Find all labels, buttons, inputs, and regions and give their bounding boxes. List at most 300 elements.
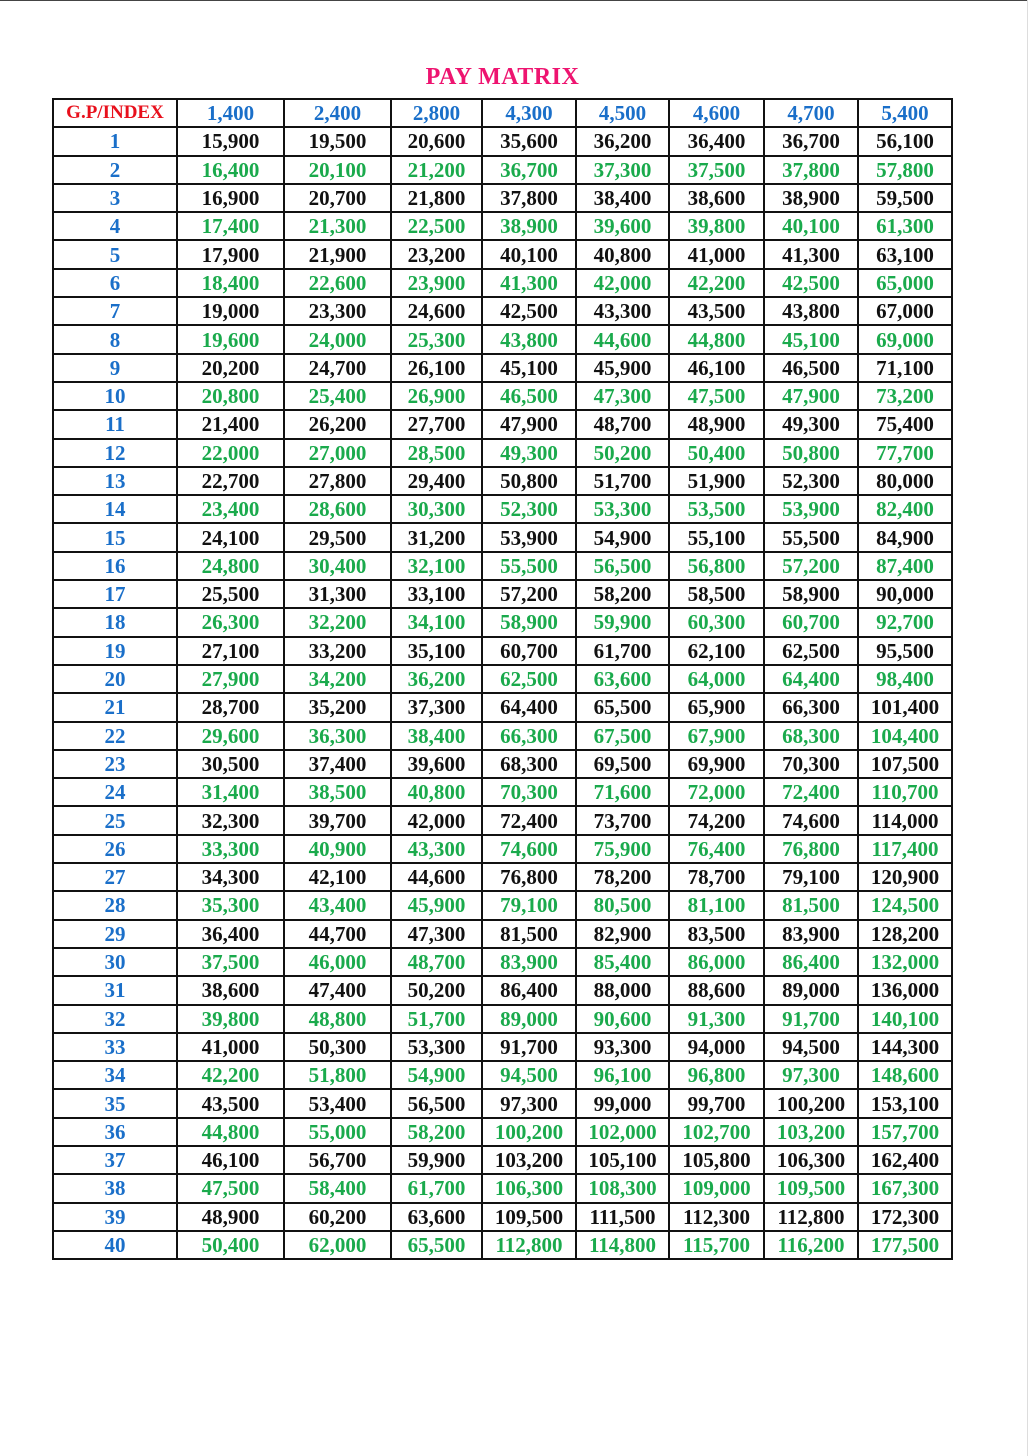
pay-cell: 43,300 [391, 835, 482, 863]
pay-cell: 39,600 [576, 212, 669, 240]
pay-cell: 37,800 [764, 156, 858, 184]
pay-cell: 20,200 [177, 354, 284, 382]
pay-cell: 75,900 [576, 835, 669, 863]
pay-cell: 54,900 [576, 523, 669, 551]
table-row [53, 637, 952, 665]
pay-cell: 58,200 [391, 1118, 482, 1146]
pay-cell: 70,300 [764, 750, 858, 778]
index-cell: 5 [53, 240, 177, 268]
pay-cell: 52,300 [764, 467, 858, 495]
table-row [53, 240, 952, 268]
pay-cell: 23,400 [177, 495, 284, 523]
index-cell: 36 [53, 1118, 177, 1146]
pay-cell: 95,500 [858, 637, 952, 665]
pay-cell: 42,200 [177, 1061, 284, 1089]
pay-cell: 53,500 [669, 495, 764, 523]
pay-cell: 45,100 [482, 354, 576, 382]
index-cell: 27 [53, 863, 177, 891]
pay-cell: 75,400 [858, 410, 952, 438]
pay-cell: 23,200 [391, 240, 482, 268]
pay-cell: 116,200 [764, 1231, 858, 1259]
pay-cell: 65,900 [669, 693, 764, 721]
pay-cell: 40,100 [764, 212, 858, 240]
index-cell: 3 [53, 184, 177, 212]
pay-cell: 89,000 [482, 1005, 576, 1033]
pay-cell: 39,800 [177, 1005, 284, 1033]
pay-cell: 91,700 [764, 1005, 858, 1033]
pay-cell: 124,500 [858, 891, 952, 919]
pay-cell: 25,300 [391, 325, 482, 353]
table-row [53, 1089, 952, 1117]
pay-cell: 38,400 [391, 722, 482, 750]
pay-cell: 106,300 [764, 1146, 858, 1174]
index-cell: 6 [53, 269, 177, 297]
pay-cell: 61,700 [391, 1174, 482, 1202]
pay-cell: 63,600 [576, 665, 669, 693]
table-row [53, 1033, 952, 1061]
pay-cell: 50,300 [284, 1033, 391, 1061]
pay-cell: 36,200 [391, 665, 482, 693]
pay-cell: 107,500 [858, 750, 952, 778]
pay-cell: 58,400 [284, 1174, 391, 1202]
pay-cell: 30,500 [177, 750, 284, 778]
pay-cell: 73,700 [576, 806, 669, 834]
pay-cell: 47,300 [391, 920, 482, 948]
pay-cell: 98,400 [858, 665, 952, 693]
pay-cell: 102,000 [576, 1118, 669, 1146]
pay-cell: 31,300 [284, 580, 391, 608]
pay-cell: 96,100 [576, 1061, 669, 1089]
pay-cell: 44,800 [177, 1118, 284, 1146]
pay-cell: 48,700 [391, 948, 482, 976]
pay-cell: 35,200 [284, 693, 391, 721]
pay-cell: 37,800 [482, 184, 576, 212]
pay-cell: 82,400 [858, 495, 952, 523]
pay-cell: 69,500 [576, 750, 669, 778]
pay-cell: 45,900 [391, 891, 482, 919]
pay-cell: 109,000 [669, 1174, 764, 1202]
pay-cell: 33,300 [177, 835, 284, 863]
pay-cell: 27,800 [284, 467, 391, 495]
pay-cell: 62,000 [284, 1231, 391, 1259]
pay-cell: 47,900 [764, 382, 858, 410]
pay-cell: 88,000 [576, 976, 669, 1004]
index-cell: 28 [53, 891, 177, 919]
pay-cell: 26,900 [391, 382, 482, 410]
table-row [53, 523, 952, 551]
table-row [53, 750, 952, 778]
pay-cell: 47,500 [669, 382, 764, 410]
index-cell: 16 [53, 552, 177, 580]
pay-cell: 36,400 [669, 127, 764, 155]
pay-cell: 29,400 [391, 467, 482, 495]
pay-cell: 41,000 [669, 240, 764, 268]
pay-cell: 30,300 [391, 495, 482, 523]
table-row [53, 608, 952, 636]
table-row [53, 354, 952, 382]
pay-cell: 51,900 [669, 467, 764, 495]
pay-cell: 50,400 [177, 1231, 284, 1259]
pay-cell: 43,800 [764, 297, 858, 325]
pay-cell: 114,000 [858, 806, 952, 834]
pay-cell: 17,900 [177, 240, 284, 268]
pay-cell: 35,300 [177, 891, 284, 919]
grade-pay-header: 4,500 [576, 99, 669, 127]
grade-pay-header: 4,300 [482, 99, 576, 127]
index-cell: 22 [53, 722, 177, 750]
pay-cell: 21,200 [391, 156, 482, 184]
pay-cell: 100,200 [482, 1118, 576, 1146]
pay-cell: 47,400 [284, 976, 391, 1004]
index-cell: 12 [53, 439, 177, 467]
table-header-row [53, 99, 952, 127]
pay-cell: 57,200 [482, 580, 576, 608]
pay-cell: 86,400 [482, 976, 576, 1004]
grade-pay-header: 5,400 [858, 99, 952, 127]
pay-cell: 105,800 [669, 1146, 764, 1174]
pay-cell: 77,700 [858, 439, 952, 467]
pay-cell: 52,300 [482, 495, 576, 523]
pay-cell: 47,500 [177, 1174, 284, 1202]
table-row [53, 1005, 952, 1033]
index-cell: 13 [53, 467, 177, 495]
index-cell: 34 [53, 1061, 177, 1089]
table-row [53, 1146, 952, 1174]
index-cell: 25 [53, 806, 177, 834]
grade-pay-header: 4,700 [764, 99, 858, 127]
table-row [53, 976, 952, 1004]
pay-cell: 43,400 [284, 891, 391, 919]
pay-cell: 53,900 [764, 495, 858, 523]
pay-cell: 49,300 [764, 410, 858, 438]
pay-cell: 61,300 [858, 212, 952, 240]
pay-cell: 34,100 [391, 608, 482, 636]
pay-cell: 36,700 [482, 156, 576, 184]
pay-cell: 103,200 [764, 1118, 858, 1146]
pay-cell: 24,700 [284, 354, 391, 382]
pay-cell: 15,900 [177, 127, 284, 155]
index-cell: 19 [53, 637, 177, 665]
pay-cell: 46,500 [764, 354, 858, 382]
pay-cell: 23,900 [391, 269, 482, 297]
gp-index-header: G.P/INDEX [53, 99, 177, 127]
pay-cell: 38,600 [669, 184, 764, 212]
pay-cell: 50,400 [669, 439, 764, 467]
pay-cell: 38,500 [284, 778, 391, 806]
pay-cell: 65,500 [391, 1231, 482, 1259]
pay-cell: 28,700 [177, 693, 284, 721]
pay-cell: 38,600 [177, 976, 284, 1004]
pay-cell: 103,200 [482, 1146, 576, 1174]
pay-cell: 28,500 [391, 439, 482, 467]
pay-cell: 111,500 [576, 1203, 669, 1231]
grade-pay-header: 2,800 [391, 99, 482, 127]
pay-cell: 40,800 [391, 778, 482, 806]
pay-cell: 73,200 [858, 382, 952, 410]
table-row [53, 184, 952, 212]
pay-cell: 54,900 [391, 1061, 482, 1089]
pay-cell: 94,500 [482, 1061, 576, 1089]
index-cell: 15 [53, 523, 177, 551]
pay-cell: 41,300 [482, 269, 576, 297]
pay-cell: 19,000 [177, 297, 284, 325]
pay-cell: 115,700 [669, 1231, 764, 1259]
pay-cell: 97,300 [764, 1061, 858, 1089]
pay-cell: 71,100 [858, 354, 952, 382]
pay-cell: 81,100 [669, 891, 764, 919]
pay-cell: 50,800 [482, 467, 576, 495]
pay-cell: 50,800 [764, 439, 858, 467]
pay-cell: 31,400 [177, 778, 284, 806]
table-row [53, 580, 952, 608]
pay-cell: 20,700 [284, 184, 391, 212]
pay-cell: 42,500 [482, 297, 576, 325]
pay-cell: 81,500 [482, 920, 576, 948]
pay-cell: 16,900 [177, 184, 284, 212]
pay-cell: 80,500 [576, 891, 669, 919]
table-row [53, 127, 952, 155]
pay-cell: 50,200 [391, 976, 482, 1004]
pay-cell: 55,000 [284, 1118, 391, 1146]
pay-cell: 94,500 [764, 1033, 858, 1061]
pay-cell: 18,400 [177, 269, 284, 297]
pay-cell: 58,900 [764, 580, 858, 608]
pay-cell: 58,900 [482, 608, 576, 636]
pay-cell: 53,900 [482, 523, 576, 551]
pay-cell: 78,200 [576, 863, 669, 891]
pay-cell: 76,800 [764, 835, 858, 863]
pay-cell: 21,400 [177, 410, 284, 438]
pay-cell: 97,300 [482, 1089, 576, 1117]
index-cell: 37 [53, 1146, 177, 1174]
table-row [53, 891, 952, 919]
pay-cell: 153,100 [858, 1089, 952, 1117]
pay-cell: 22,600 [284, 269, 391, 297]
pay-cell: 106,300 [482, 1174, 576, 1202]
pay-cell: 144,300 [858, 1033, 952, 1061]
pay-cell: 44,600 [391, 863, 482, 891]
pay-cell: 79,100 [764, 863, 858, 891]
pay-cell: 177,500 [858, 1231, 952, 1259]
index-cell: 1 [53, 127, 177, 155]
index-cell: 40 [53, 1231, 177, 1259]
pay-cell: 34,300 [177, 863, 284, 891]
pay-cell: 51,800 [284, 1061, 391, 1089]
pay-cell: 37,500 [177, 948, 284, 976]
pay-cell: 46,500 [482, 382, 576, 410]
pay-cell: 40,900 [284, 835, 391, 863]
pay-cell: 59,900 [391, 1146, 482, 1174]
pay-cell: 24,600 [391, 297, 482, 325]
pay-cell: 24,000 [284, 325, 391, 353]
pay-cell: 120,900 [858, 863, 952, 891]
pay-cell: 16,400 [177, 156, 284, 184]
pay-cell: 35,600 [482, 127, 576, 155]
pay-cell: 167,300 [858, 1174, 952, 1202]
pay-cell: 38,400 [576, 184, 669, 212]
index-cell: 2 [53, 156, 177, 184]
pay-cell: 69,900 [669, 750, 764, 778]
pay-cell: 60,200 [284, 1203, 391, 1231]
pay-cell: 56,100 [858, 127, 952, 155]
index-cell: 7 [53, 297, 177, 325]
pay-cell: 37,500 [669, 156, 764, 184]
pay-cell: 42,200 [669, 269, 764, 297]
pay-cell: 99,700 [669, 1089, 764, 1117]
index-cell: 14 [53, 495, 177, 523]
pay-cell: 67,500 [576, 722, 669, 750]
pay-cell: 26,100 [391, 354, 482, 382]
pay-cell: 47,300 [576, 382, 669, 410]
pay-cell: 67,900 [669, 722, 764, 750]
pay-cell: 22,000 [177, 439, 284, 467]
pay-cell: 104,400 [858, 722, 952, 750]
index-cell: 21 [53, 693, 177, 721]
pay-cell: 36,400 [177, 920, 284, 948]
pay-cell: 112,300 [669, 1203, 764, 1231]
index-cell: 23 [53, 750, 177, 778]
pay-cell: 64,400 [482, 693, 576, 721]
pay-cell: 93,300 [576, 1033, 669, 1061]
pay-cell: 45,900 [576, 354, 669, 382]
table-row [53, 269, 952, 297]
table-row [53, 722, 952, 750]
table-row [53, 1118, 952, 1146]
pay-cell: 53,400 [284, 1089, 391, 1117]
table-row [53, 806, 952, 834]
pay-cell: 50,200 [576, 439, 669, 467]
pay-cell: 87,400 [858, 552, 952, 580]
table-row [53, 835, 952, 863]
pay-cell: 36,700 [764, 127, 858, 155]
pay-cell: 81,500 [764, 891, 858, 919]
pay-cell: 112,800 [482, 1231, 576, 1259]
pay-cell: 90,600 [576, 1005, 669, 1033]
table-row [53, 439, 952, 467]
pay-cell: 51,700 [576, 467, 669, 495]
pay-cell: 58,500 [669, 580, 764, 608]
pay-cell: 60,300 [669, 608, 764, 636]
index-cell: 38 [53, 1174, 177, 1202]
table-row [53, 1231, 952, 1259]
table-row [53, 382, 952, 410]
pay-cell: 28,600 [284, 495, 391, 523]
grade-pay-header: 1,400 [177, 99, 284, 127]
table-row [53, 467, 952, 495]
pay-cell: 25,500 [177, 580, 284, 608]
pay-cell: 34,200 [284, 665, 391, 693]
pay-cell: 38,900 [482, 212, 576, 240]
pay-cell: 37,300 [391, 693, 482, 721]
pay-cell: 68,300 [764, 722, 858, 750]
pay-cell: 117,400 [858, 835, 952, 863]
pay-cell: 128,200 [858, 920, 952, 948]
pay-cell: 89,000 [764, 976, 858, 1004]
pay-cell: 32,200 [284, 608, 391, 636]
pay-cell: 21,900 [284, 240, 391, 268]
pay-cell: 46,100 [669, 354, 764, 382]
pay-cell: 55,100 [669, 523, 764, 551]
index-cell: 20 [53, 665, 177, 693]
pay-cell: 44,800 [669, 325, 764, 353]
pay-cell: 43,500 [177, 1089, 284, 1117]
pay-cell: 33,100 [391, 580, 482, 608]
pay-cell: 39,600 [391, 750, 482, 778]
pay-cell: 88,600 [669, 976, 764, 1004]
pay-cell: 32,300 [177, 806, 284, 834]
pay-cell: 85,400 [576, 948, 669, 976]
table-row [53, 1174, 952, 1202]
pay-cell: 43,500 [669, 297, 764, 325]
index-cell: 4 [53, 212, 177, 240]
pay-cell: 162,400 [858, 1146, 952, 1174]
pay-cell: 43,800 [482, 325, 576, 353]
pay-cell: 66,300 [764, 693, 858, 721]
pay-cell: 53,300 [576, 495, 669, 523]
pay-cell: 48,900 [177, 1203, 284, 1231]
index-cell: 33 [53, 1033, 177, 1061]
pay-cell: 76,400 [669, 835, 764, 863]
table-row [53, 325, 952, 353]
pay-cell: 31,200 [391, 523, 482, 551]
table-row [53, 297, 952, 325]
pay-cell: 79,100 [482, 891, 576, 919]
pay-cell: 36,300 [284, 722, 391, 750]
pay-cell: 74,600 [482, 835, 576, 863]
pay-cell: 61,700 [576, 637, 669, 665]
pay-cell: 91,300 [669, 1005, 764, 1033]
pay-cell: 35,100 [391, 637, 482, 665]
pay-cell: 40,100 [482, 240, 576, 268]
pay-cell: 96,800 [669, 1061, 764, 1089]
pay-cell: 101,400 [858, 693, 952, 721]
pay-cell: 114,800 [576, 1231, 669, 1259]
pay-cell: 70,300 [482, 778, 576, 806]
pay-cell: 19,500 [284, 127, 391, 155]
pay-cell: 46,000 [284, 948, 391, 976]
pay-cell: 39,700 [284, 806, 391, 834]
pay-cell: 53,300 [391, 1033, 482, 1061]
pay-cell: 49,300 [482, 439, 576, 467]
pay-cell: 66,300 [482, 722, 576, 750]
table-row [53, 495, 952, 523]
pay-cell: 30,400 [284, 552, 391, 580]
table-row [53, 552, 952, 580]
pay-cell: 91,700 [482, 1033, 576, 1061]
index-cell: 32 [53, 1005, 177, 1033]
pay-cell: 27,000 [284, 439, 391, 467]
index-cell: 9 [53, 354, 177, 382]
pay-cell: 110,700 [858, 778, 952, 806]
pay-cell: 74,200 [669, 806, 764, 834]
pay-cell: 90,000 [858, 580, 952, 608]
pay-cell: 100,200 [764, 1089, 858, 1117]
pay-cell: 42,500 [764, 269, 858, 297]
pay-cell: 64,400 [764, 665, 858, 693]
pay-cell: 68,300 [482, 750, 576, 778]
pay-cell: 80,000 [858, 467, 952, 495]
pay-cell: 172,300 [858, 1203, 952, 1231]
pay-cell: 94,000 [669, 1033, 764, 1061]
pay-cell: 42,000 [391, 806, 482, 834]
pay-cell: 58,200 [576, 580, 669, 608]
table-row [53, 948, 952, 976]
index-cell: 8 [53, 325, 177, 353]
pay-cell: 45,100 [764, 325, 858, 353]
pay-cell: 72,400 [764, 778, 858, 806]
pay-cell: 39,800 [669, 212, 764, 240]
pay-cell: 67,000 [858, 297, 952, 325]
